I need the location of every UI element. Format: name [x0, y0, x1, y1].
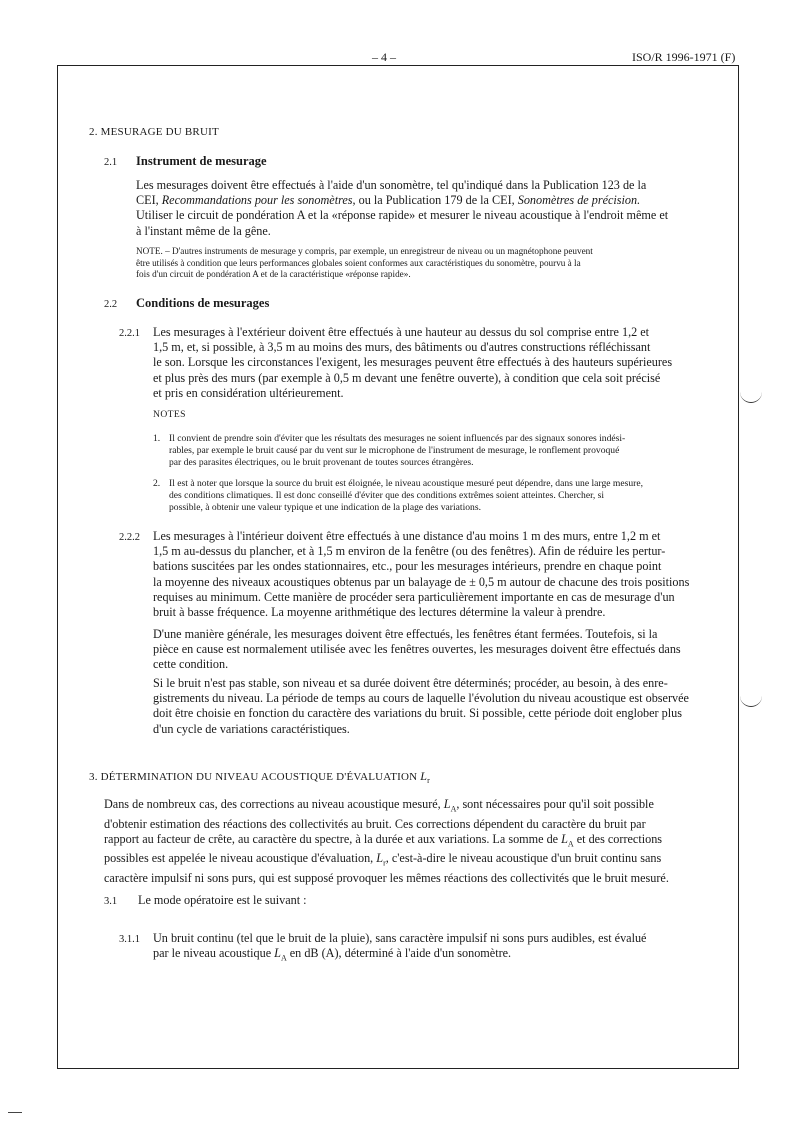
section-2-2-1-paragraph: [153, 325, 735, 401]
section-3-1-1-number: 3.1.1: [119, 934, 140, 945]
text-line: à l'instant même de la gêne.: [136, 223, 271, 238]
text-line: possibles est appelée le niveau acoustique d'évaluation, $L_r$, c'est-à-dire le niveau acoustique d'un bruit continu sans: [104, 851, 662, 868]
section-2-2-2-paragraph-2: [153, 627, 735, 673]
section-2-title: 2. MESURAGE DU BRUIT: [89, 126, 219, 138]
note-1-number: 1.: [153, 433, 161, 444]
text-line: gistrements du niveau. La période de temps au cours de laquelle l'évolution du niveau acoustique est observée: [153, 691, 689, 706]
text-line: bations suscitées par les ondes stationnaires, etc., pour les mesurages intérieurs, prendre en chaque point: [153, 559, 662, 574]
text-line: par le niveau acoustique $L_A$ en dB (A), déterminé à l'aide d'un sonomètre.: [153, 946, 512, 963]
text-line: 1,5 m, et, si possible, à 3,5 m au moins des murs, des bâtiments ou d'autres constructions réfléchissant: [153, 340, 651, 355]
note-line: être utilisés à condition que leurs performances globales soient conformes aux caractéristiques du sonomètre, pourvu à la: [136, 257, 581, 268]
note-line: par des parasites électriques, ou le bruit provenant de toutes sources étrangères.: [169, 457, 474, 468]
page-number: – 4 –: [372, 50, 396, 64]
note-line: possible, à obtenir une valeur typique et une indication de la plage des variations.: [169, 502, 481, 513]
text-line: d'obtenir estimation des réactions des collectivités au bruit. Ces corrections dépendent du caractère du bruit par: [104, 816, 646, 831]
note-line: Il est à noter que lorsque la source du bruit est éloignée, le niveau acoustique mesuré peut dépendre, dans une large mesure,: [169, 478, 644, 489]
text-line: Les mesurages à l'extérieur doivent être effectués à une hauteur au dessus du sol comprise entre 1,2 et: [153, 325, 650, 339]
text-line: doit être choisie en fonction du caractère des variations du bruit. Si possible, cette période doit englober plus: [153, 706, 682, 721]
section-2-2-2-paragraph-1: [153, 529, 735, 620]
corner-scan-mark: [8, 1112, 22, 1113]
notes-label: NOTES: [153, 409, 186, 420]
text-line: rapport au facteur de crête, au caractère du spectre, à la durée et aux variations. La somme de $L_A$ et des corrections: [104, 831, 663, 849]
text-line: Si le bruit n'est pas stable, son niveau et sa durée doivent être déterminés; procéder, au besoin, à des enre-: [153, 676, 668, 690]
document-reference: ISO/R 1996-1971 (F): [632, 50, 736, 64]
margin-scan-mark: [740, 692, 762, 707]
text-line: Utiliser le circuit de pondération A et la «réponse rapide» et mesurer le niveau acoustique à l'endroit même et: [136, 208, 669, 223]
section-2-2-number: 2.2: [104, 299, 118, 310]
text-line: cette condition.: [153, 657, 229, 672]
note-1-text: [169, 433, 741, 469]
text-line: d'un cycle de variations caractéristiques.: [153, 721, 350, 736]
section-2-1-number: 2.1: [104, 157, 118, 168]
section-2-2-2-number: 2.2.2: [119, 532, 140, 543]
note-line: rables, par exemple le bruit causé par du vent sur le microphone de l'instrument de mesurage, le ronflement provoqué: [169, 445, 620, 456]
text-line: caractère impulsif ni sons purs, qui est supposé provoquer les mêmes réactions des collectivités que le bruit mesuré.: [104, 871, 669, 886]
note-2-number: 2.: [153, 478, 161, 489]
text-line: Les mesurages doivent être effectués à l'aide d'un sonomètre, tel qu'indiqué dans la Publication 123 de la: [136, 178, 647, 192]
text-line: requises au minimum. Cette manière de procéder sera particulièrement importante en cas de mesurage d'un: [153, 589, 675, 604]
text-line: Les mesurages à l'intérieur doivent être effectués à une distance d'au moins 1 m des murs, entre 1,2 m et: [153, 529, 661, 543]
text-line: D'une manière générale, les mesurages doivent être effectués, les fenêtres étant fermées. Toutefois, si la: [153, 627, 658, 641]
text-line: la moyenne des niveaux acoustiques obtenus par un balayage de ± 0,5 m autour de chacune des trois positions: [153, 574, 690, 589]
section-3-title: 3. DÉTERMINATION DU NIVEAU ACOUSTIQUE D'ÉVALUATION $L_r$: [89, 769, 431, 786]
text-line: CEI, Recommandations pour les sonomètres, ou la Publication 179 de la CEI, Sonomètres de précision.: [136, 193, 641, 208]
note-2-text: [169, 478, 741, 514]
margin-scan-mark: [740, 388, 762, 403]
section-2-1-title: Instrument de mesurage: [136, 154, 267, 168]
section-2-2-1-number: 2.2.1: [119, 328, 140, 339]
section-2-1-note: [136, 246, 736, 281]
section-3-1-1-paragraph: [153, 931, 735, 966]
text-line: Dans de nombreux cas, des corrections au niveau acoustique mesuré, $L_A$, sont nécessaires pour qu'il soit possible: [104, 797, 654, 814]
text-line: le son. Lorsque les circonstances l'exigent, les mesurages peuvent être effectués à des hauteurs supérieures: [153, 355, 673, 370]
section-3-paragraph: [104, 797, 736, 886]
text-line: bruit à basse fréquence. La moyenne arithmétique des lectures détermine la valeur à prendre.: [153, 605, 606, 620]
note-line: des conditions climatiques. Il est donc conseillé d'éviter que des conditions extrêmes soient atteintes. Chercher, si: [169, 490, 605, 501]
section-2-2-2-paragraph-3: [153, 676, 735, 737]
note-line: Il convient de prendre soin d'éviter que les résultats des mesurages ne soient influencés par des signaux sonores indési-: [169, 433, 626, 444]
text-line: 1,5 m au-dessus du plancher, et à 1,5 m environ de la fenêtre (ou des fenêtres). Afin de réduire les pertur-: [153, 544, 666, 559]
text-line: pièce en cause est normalement utilisée avec les fenêtres ouvertes, les mesurages doivent être effectués dans: [153, 642, 681, 657]
note-line: fois d'un circuit de pondération A et de la caractéristique «réponse rapide».: [136, 269, 411, 280]
text-line: et pris en considération ultérieurement.: [153, 385, 344, 400]
section-3-1-text: Le mode opératoire est le suivant :: [138, 893, 307, 907]
section-2-2-title: Conditions de mesurages: [136, 296, 270, 310]
text-line: Un bruit continu (tel que le bruit de la pluie), sans caractère impulsif ni sons purs audibles, est évalué: [153, 931, 647, 945]
text-line: et plus près des murs (par exemple à 0,5 m devant une fenêtre ouverte), à condition que cela soit précisé: [153, 370, 661, 385]
section-2-1-paragraph: [136, 178, 736, 239]
section-3-1-number: 3.1: [104, 896, 118, 907]
note-line: NOTE. – D'autres instruments de mesurage y compris, par exemple, un enregistreur de niveau ou un magnétophone peuvent: [136, 246, 593, 256]
